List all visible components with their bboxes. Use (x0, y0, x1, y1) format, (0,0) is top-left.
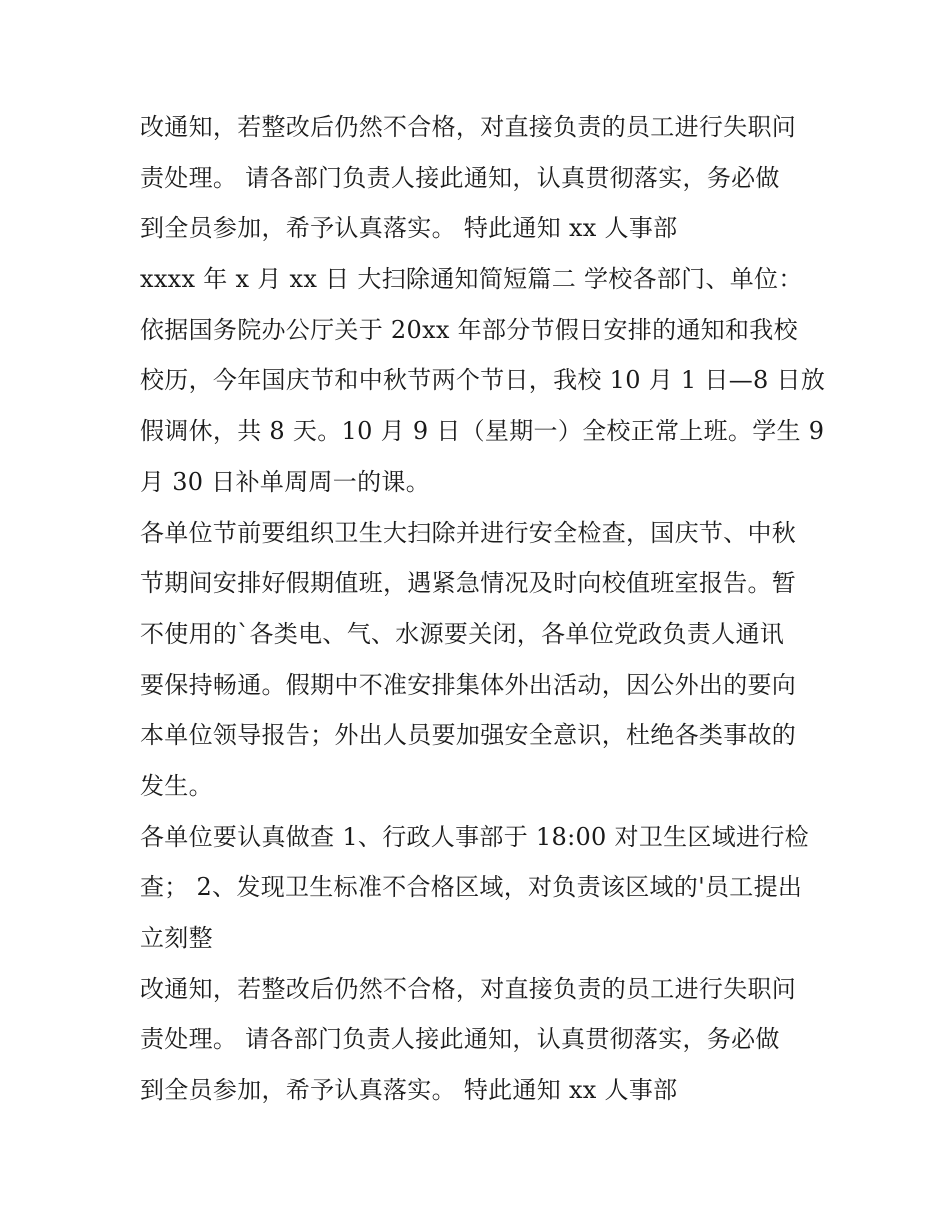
text-line: 月 30 日补单周周一的课。 (140, 467, 430, 496)
text-line: 改通知，若整改后仍然不合格，对直接负责的员工进行失职问 (140, 113, 797, 141)
text-line: 各单位要认真做查 1、行政人事部于 18:00 对卫生区域进行检 (140, 822, 809, 851)
text-line: 责处理。 请各部门负责人接此通知，认真贯彻落实，务必做 (140, 163, 780, 192)
text-line: 要保持畅通。假期中不准安排集体外出活动，因公外出的要向 (140, 670, 797, 699)
text-line: 到全员参加，希予认真落实。 特此通知 xx 人事部 (140, 214, 678, 243)
text-line: 假调休，共 8 天。10 月 9 日（星期一）全校正常上班。学生 9 (140, 417, 825, 446)
text-line: 依据国务院办公厅关于 20xx 年部分节假日安排的通知和我校 (140, 315, 798, 344)
text-line: 不使用的`各类电、气、水源要关闭，各单位党政负责人通讯 (140, 619, 785, 648)
text-line: 责处理。 请各部门负责人接此通知，认真贯彻落实，务必做 (140, 1025, 780, 1054)
text-line: 校历，今年国庆节和中秋节两个节日，我校 10 月 1 日—8 日放 (140, 366, 826, 395)
text-line: 立刻整 (140, 924, 213, 952)
text-line: 改通知，若整改后仍然不合格，对直接负责的员工进行失职问 (140, 974, 797, 1003)
text-line: 节期间安排好假期值班，遇紧急情况及时向校值班室报告。暂 (140, 569, 797, 598)
text-line: 本单位领导报告；外出人员要加强安全意识，杜绝各类事故的 (140, 721, 797, 750)
text-line: 各单位节前要组织卫生大扫除并进行安全检查，国庆节、中秋 (140, 518, 797, 547)
text-line: xxxx 年 x 月 xx 日 大扫除通知简短篇二 学校各部门、单位： (140, 265, 803, 294)
text-line: 查； 2、发现卫生标准不合格区域，对负责该区域的'员工提出 (140, 873, 803, 902)
document-body (140, 102, 826, 1116)
text-line: 发生。 (140, 771, 213, 800)
text-line: 到全员参加，希予认真落实。 特此通知 xx 人事部 (140, 1076, 678, 1105)
